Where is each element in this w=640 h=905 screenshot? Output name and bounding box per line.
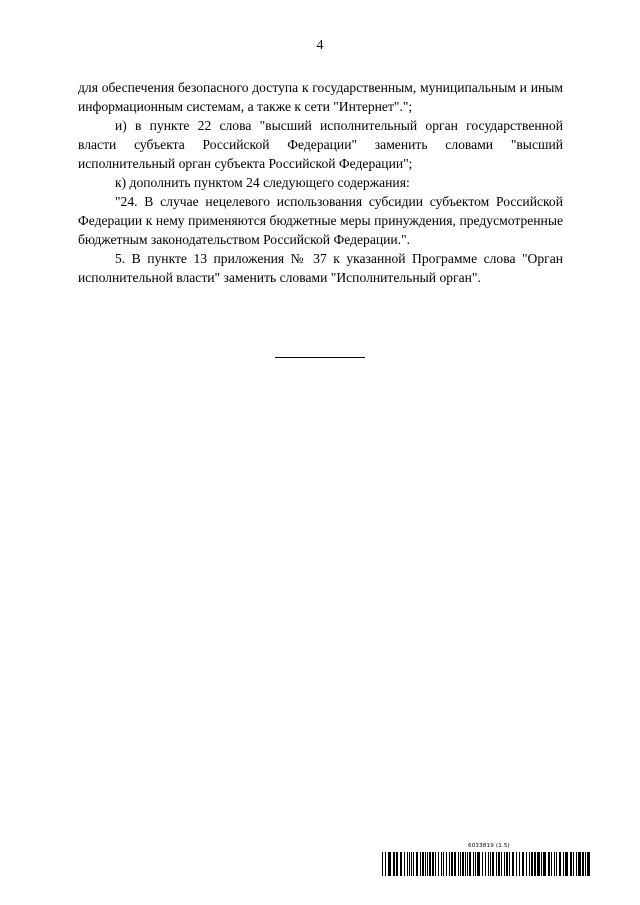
barcode-bar	[475, 852, 476, 876]
barcode-bar	[451, 852, 453, 876]
barcode-bar	[498, 852, 500, 876]
barcode-bar	[551, 852, 552, 876]
barcode-bar	[543, 852, 546, 876]
paragraph-point-24: "24. В случае нецелевого использования субсидии субъектом Российской Федерации к нему применяются бюджетные меры принуждения, предусмотренные бюджетным законодательством Российской Федерации.".	[78, 194, 563, 247]
barcode-bar	[554, 852, 555, 876]
barcode-bar	[496, 852, 497, 876]
barcode-bar	[578, 852, 581, 876]
barcode-bar	[460, 852, 461, 876]
barcode-bar	[504, 852, 505, 876]
barcode-bar	[559, 852, 561, 876]
paragraph-item-i: и) в пункте 22 слова "высший исполнительный орган государственной власти субъекта Российской Федерации" заменить словами "высший исполнительный орган субъекта Российской Федерации";	[78, 118, 563, 171]
barcode-bar	[411, 852, 412, 876]
barcode-bar	[400, 852, 402, 876]
barcode-bar	[531, 852, 533, 876]
paragraph-point-5: 5. В пункте 13 приложения № 37 к указанной Программе слова "Орган исполнительной власти" заменить словами "Исполнительный орган".	[78, 251, 563, 285]
barcode-bar	[492, 852, 494, 876]
barcode-bar	[382, 852, 383, 876]
barcode-icon	[382, 852, 590, 876]
barcode-bar	[556, 852, 557, 876]
barcode-bar	[473, 852, 474, 876]
barcode-bar	[585, 852, 586, 876]
barcode-bar	[512, 852, 514, 876]
barcode-bar	[467, 852, 468, 876]
paragraph-item-k: к) дополнить пунктом 24 следующего содержания:	[115, 175, 410, 190]
barcode-bar	[425, 852, 426, 876]
barcode-bar	[429, 852, 431, 876]
barcode-bar	[576, 852, 577, 876]
barcode-bar	[385, 852, 386, 876]
barcode-bar	[509, 852, 510, 876]
barcode-bar	[435, 852, 436, 876]
barcode-bar	[548, 852, 550, 876]
barcode-bar	[393, 852, 395, 876]
barcode-bar	[413, 852, 414, 876]
barcode-bar	[565, 852, 568, 876]
barcode-bar	[482, 852, 483, 876]
barcode-bar	[516, 852, 517, 876]
document-code: 6033819 (1.5)	[468, 843, 510, 849]
barcode-bar	[422, 852, 424, 876]
barcode-bar	[427, 852, 428, 876]
barcode-bar	[490, 852, 491, 876]
barcode-bar	[537, 852, 540, 876]
barcode-bar	[541, 852, 542, 876]
barcode-bar	[582, 852, 584, 876]
barcode-bar	[477, 852, 480, 876]
barcode-bar	[462, 852, 464, 876]
barcode-bar	[573, 852, 574, 876]
barcode-bar	[446, 852, 447, 876]
barcode-bar	[388, 852, 391, 876]
barcode-bar	[454, 852, 456, 876]
end-separator-line	[275, 357, 365, 358]
barcode-bar	[469, 852, 471, 876]
barcode-bar	[501, 852, 502, 876]
barcode-bar	[563, 852, 564, 876]
barcode-bar	[432, 852, 434, 876]
barcode-bar	[441, 852, 442, 876]
barcode-bar	[522, 852, 524, 876]
barcode-bar	[529, 852, 530, 876]
barcode-bar	[534, 852, 536, 876]
barcode-bar	[396, 852, 398, 876]
barcode-bar	[485, 852, 486, 876]
barcode-bar	[404, 852, 405, 876]
paragraph-internet-access: для обеспечения безопасного доступа к государственным, муниципальным и иным информационным системам, а также к сети "Интернет".";	[78, 80, 563, 114]
barcode-bar	[506, 852, 508, 876]
barcode-bar	[458, 852, 459, 876]
barcode-bar	[526, 852, 527, 876]
document-body	[78, 78, 563, 287]
barcode-bar	[519, 852, 520, 876]
barcode-bar	[416, 852, 418, 876]
barcode-bar	[587, 852, 590, 876]
barcode-bar	[465, 852, 466, 876]
barcode-bar	[407, 852, 408, 876]
barcode-bar	[488, 852, 489, 876]
page-number: 4	[316, 38, 324, 53]
barcode-bar	[420, 852, 421, 876]
barcode-bar	[570, 852, 572, 876]
barcode-bar	[449, 852, 450, 876]
barcode-bar	[409, 852, 410, 876]
barcode-bar	[438, 852, 439, 876]
barcode-bar	[443, 852, 444, 876]
